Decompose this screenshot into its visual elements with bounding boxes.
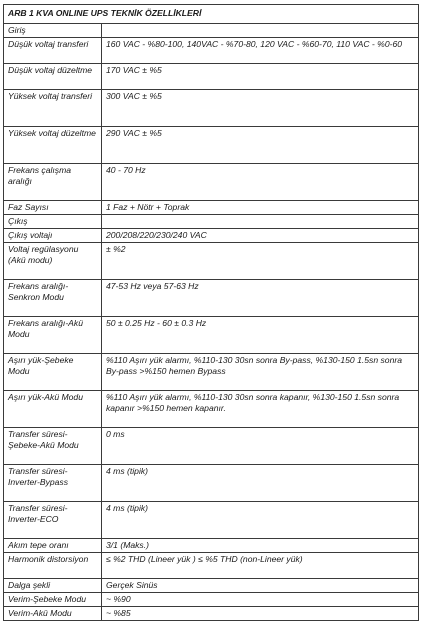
document-title: ARB 1 KVA ONLINE UPS TEKNİK ÖZELLİKLERİ [4,5,419,24]
spec-label: Harmonik distorsiyon [4,553,102,579]
table-row [4,539,419,553]
table-row [4,90,419,127]
spec-value: ≤ %2 THD (Lineer yük ) ≤ %5 THD (non-Lineer yük) [102,553,419,579]
spec-label: Faz Sayısı [4,201,102,215]
table-row [4,24,419,38]
spec-label: Aşırı yük-Akü Modu [4,391,102,428]
spec-label: Transfer süresi-Inverter-Bypass [4,465,102,502]
spec-value [102,24,419,38]
table-row [4,229,419,243]
spec-value: 290 VAC ± %5 [102,127,419,164]
table-row [4,164,419,201]
spec-value: 1 Faz + Nötr + Toprak [102,201,419,215]
spec-value: ± %2 [102,243,419,280]
spec-label: Frekans aralığı-Akü Modu [4,317,102,354]
table-row [4,280,419,317]
table-row [4,243,419,280]
spec-value [102,215,419,229]
table-row [4,215,419,229]
spec-label: Akım tepe oranı [4,539,102,553]
table-row [4,428,419,465]
spec-value: 160 VAC - %80-100, 140VAC - %70-80, 120 VAC - %60-70, 110 VAC - %0-60 [102,38,419,64]
spec-value: 0 ms [102,428,419,465]
table-row [4,64,419,90]
table-row [4,465,419,502]
table-row [4,38,419,64]
spec-value: 4 ms (tipik) [102,502,419,539]
spec-value: 50 ± 0.25 Hz - 60 ± 0.3 Hz [102,317,419,354]
spec-label: Yüksek voltaj transferi [4,90,102,127]
spec-value: 40 - 70 Hz [102,164,419,201]
spec-label: Verim-Şebeke Modu [4,593,102,607]
spec-value: 300 VAC ± %5 [102,90,419,127]
spec-label: Çıkış [4,215,102,229]
table-row [4,579,419,593]
spec-value: Gerçek Sinüs [102,579,419,593]
spec-label: Aşırı yük-Şebeke Modu [4,354,102,391]
spec-label: Dalga şekli [4,579,102,593]
table-row [4,201,419,215]
spec-label: Verim-Akü Modu [4,607,102,621]
spec-label: Giriş [4,24,102,38]
spec-label: Düşük voltaj düzeltme [4,64,102,90]
spec-value: ~ %90 [102,593,419,607]
table-row [4,553,419,579]
table-row [4,354,419,391]
spec-label: Transfer süresi-Şebeke-Akü Modu [4,428,102,465]
spec-label: Düşük voltaj transferi [4,38,102,64]
spec-label: Frekans aralığı-Senkron Modu [4,280,102,317]
spec-value: 4 ms (tipik) [102,465,419,502]
table-title-row [4,5,419,24]
table-row [4,502,419,539]
table-row [4,391,419,428]
spec-label: Voltaj regülasyonu (Akü modu) [4,243,102,280]
spec-value: 3/1 (Maks.) [102,539,419,553]
spec-value: 47-53 Hz veya 57-63 Hz [102,280,419,317]
spec-label: Frekans çalışma aralığı [4,164,102,201]
table-row [4,127,419,164]
spec-label: Transfer süresi-Inverter-ECO [4,502,102,539]
spec-label: Yüksek voltaj düzeltme [4,127,102,164]
table-row [4,317,419,354]
spec-table-body [4,5,419,621]
spec-value: 170 VAC ± %5 [102,64,419,90]
spec-value: %110 Aşırı yük alarmı, %110-130 30sn sonra By-pass, %130-150 1.5sn sonra By-pass >%150 hemen Bypass [102,354,419,391]
spec-value: %110 Aşırı yük alarmı, %110-130 30sn sonra kapanır, %130-150 1.5sn sonra kapanır >%150 hemen kapanır. [102,391,419,428]
table-row [4,607,419,621]
spec-value: 200/208/220/230/240 VAC [102,229,419,243]
spec-table [3,4,419,621]
spec-value: ~ %85 [102,607,419,621]
spec-label: Çıkış voltajı [4,229,102,243]
